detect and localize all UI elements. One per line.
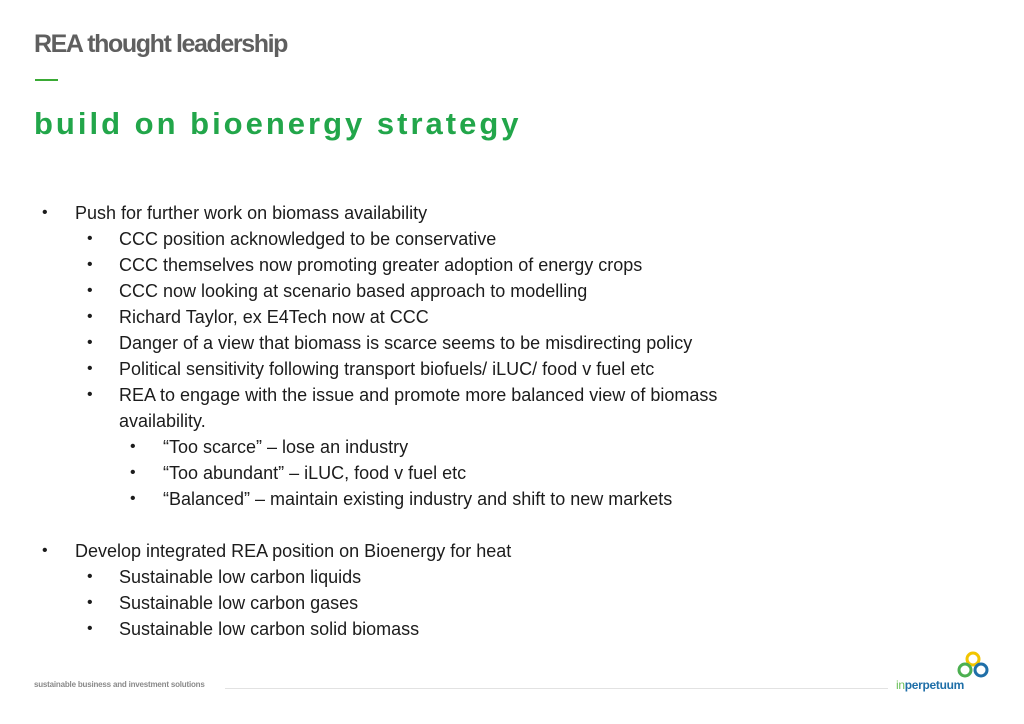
company-logo [896, 650, 992, 692]
bullet-text: CCC position acknowledged to be conservative [119, 229, 497, 249]
bullet-item-level-2 [0, 616, 1024, 642]
bullet-item-level-2 [0, 330, 1024, 356]
bullet-dot-icon: • [130, 464, 136, 481]
bullet-dot-icon: • [87, 360, 93, 377]
bullet-text: Sustainable low carbon liquids [119, 567, 362, 587]
bullet-dot-icon: • [87, 620, 93, 637]
bullet-dot-icon: • [87, 308, 93, 325]
bullet-item-level-1 [0, 538, 1024, 564]
bullet-text: Develop integrated REA position on Bioenergy for heat [75, 541, 512, 561]
bullet-item-level-1 [0, 200, 1024, 226]
bullet-item-level-2 [0, 226, 1024, 252]
bullet-dot-icon: • [87, 386, 93, 403]
header-accent-rule [35, 79, 58, 81]
bullet-dot-icon: • [87, 256, 93, 273]
footer-tagline: sustainable business and investment solutions [34, 680, 205, 689]
footer-divider [225, 688, 888, 689]
bullet-text: Sustainable low carbon gases [119, 593, 359, 613]
bullet-item-level-2 [0, 408, 1024, 434]
bullet-dot-icon: • [130, 438, 136, 455]
bullet-item-level-2 [0, 382, 1024, 408]
bullet-item-level-2 [0, 564, 1024, 590]
logo-prefix: in [896, 678, 905, 692]
bullet-text: Danger of a view that biomass is scarce seems to be misdirecting policy [119, 333, 693, 353]
bullet-text: availability. [119, 411, 206, 431]
bullet-dot-icon: • [42, 542, 48, 559]
bullet-dot-icon: • [87, 230, 93, 247]
bullet-item-level-2 [0, 304, 1024, 330]
bullet-item-level-2 [0, 356, 1024, 382]
bullet-item-level-3 [0, 460, 1024, 486]
bullet-list [0, 200, 1024, 642]
header-title: REA thought leadership [34, 30, 288, 58]
bullet-item-level-3 [0, 486, 1024, 512]
bullet-text: Richard Taylor, ex E4Tech now at CCC [119, 307, 429, 327]
bullet-dot-icon: • [87, 334, 93, 351]
bullet-text: CCC themselves now promoting greater adoption of energy crops [119, 255, 643, 275]
bullet-item-level-2 [0, 252, 1024, 278]
bullet-text: “Too abundant” – iLUC, food v fuel etc [163, 463, 467, 483]
bullet-text: Political sensitivity following transport biofuels/ iLUC/ food v fuel etc [119, 359, 655, 379]
list-gap [0, 512, 1024, 538]
bullet-text: REA to engage with the issue and promote more balanced view of biomass [119, 385, 718, 405]
bullet-dot-icon: • [87, 282, 93, 299]
bullet-dot-icon: • [87, 568, 93, 585]
logo-wordmark [896, 678, 964, 692]
bullet-item-level-2 [0, 278, 1024, 304]
bullet-text: “Balanced” – maintain existing industry and shift to new markets [163, 489, 673, 509]
bullet-item-level-3 [0, 434, 1024, 460]
bullet-item-level-2 [0, 590, 1024, 616]
bullet-text: Push for further work on biomass availability [75, 203, 428, 223]
bullet-dot-icon: • [130, 490, 136, 507]
bullet-text: CCC now looking at scenario based approach to modelling [119, 281, 588, 301]
bullet-dot-icon: • [42, 204, 48, 221]
logo-suffix: perpetuum [904, 678, 965, 692]
bullet-text: “Too scarce” – lose an industry [163, 437, 409, 457]
bullet-text: Sustainable low carbon solid biomass [119, 619, 420, 639]
slide-subtitle: build on bioenergy strategy [34, 106, 522, 141]
bullet-dot-icon: • [87, 594, 93, 611]
